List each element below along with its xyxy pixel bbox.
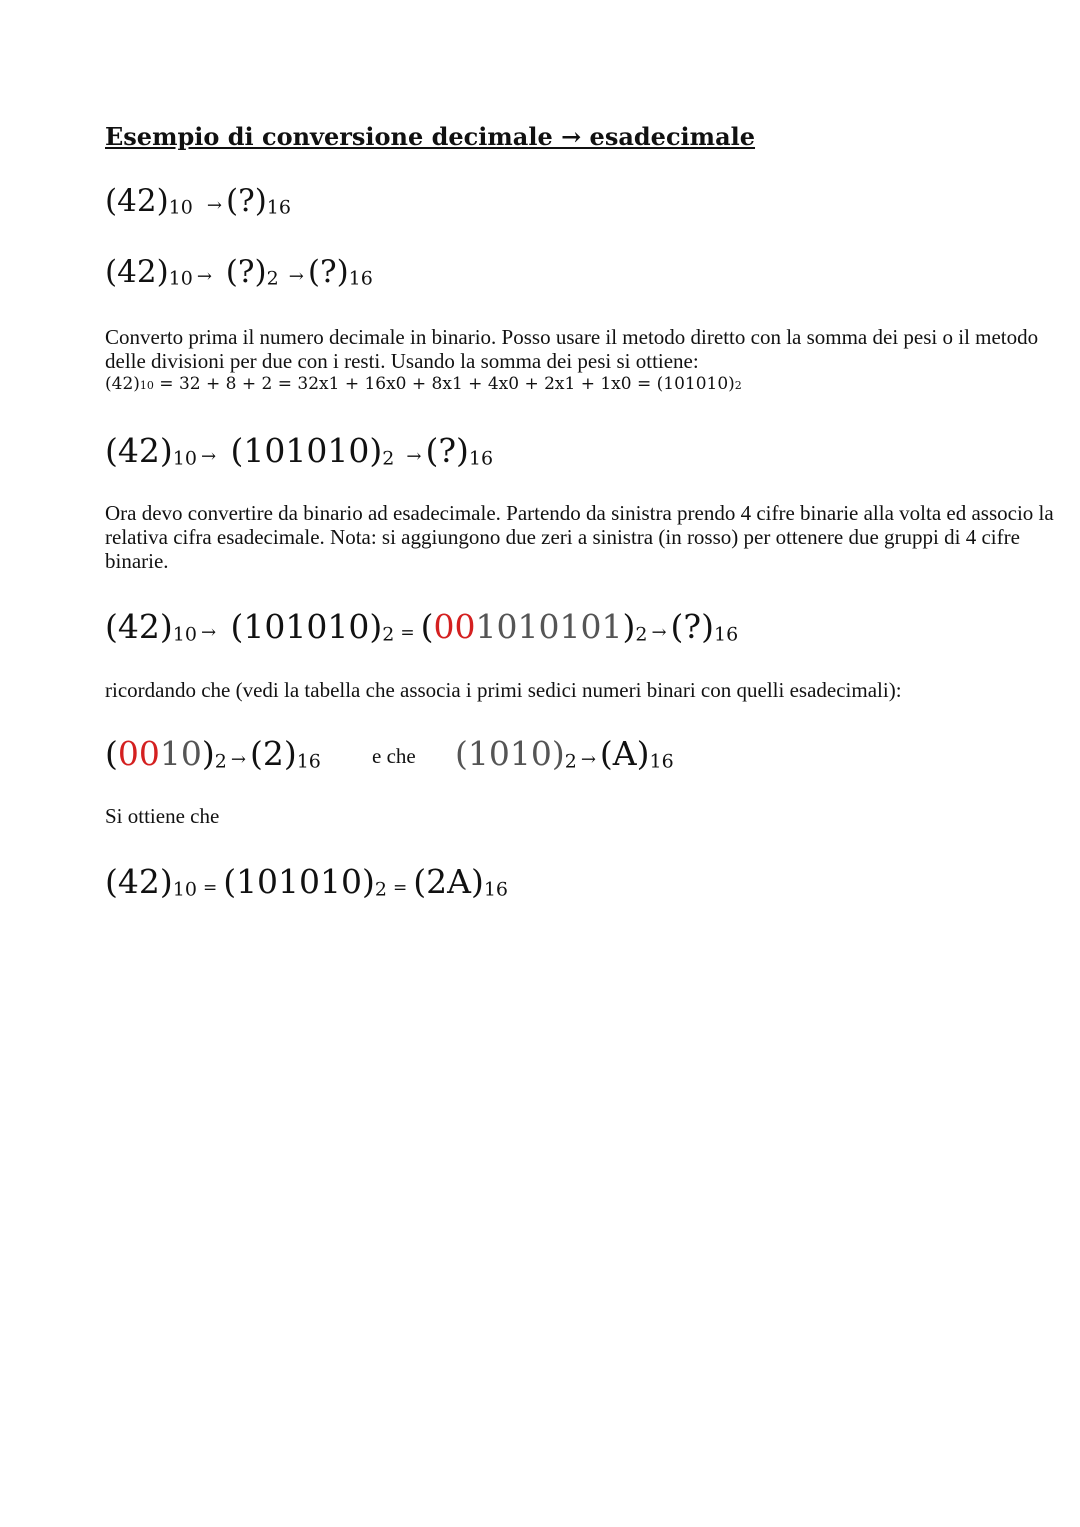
equation-2: (42)10 → (?)2 → (?)16 [105,254,373,290]
arrow: → [580,749,596,770]
formula-base: 2 [734,379,742,392]
paragraph-hex-grouping: Ora devo convertire da binario ad esadecimale. Partendo da sinistra prendo 4 cifre binarie alla volta ed associo la relativa cifra esadecimale. Nota: si aggiungono due zeri a sinistra (in rosso) per ottenere due gruppi di 4 cifre binarie. [105,501,1054,573]
weights-formula [105,374,742,394]
equation-4: (42)10 → (101010)2 = (001010101)2 → (?)16 [105,607,739,646]
base-subscript: 2 [374,878,388,901]
equals-sign: = [393,878,408,898]
base-subscript: 10 [168,196,193,219]
equation-3: (42)10 → (101010)2 → (?)16 [105,431,494,470]
page-title: Esempio di conversione decimale → esadecimale [105,122,756,151]
base-subscript: 16 [348,267,373,290]
base-subscript: 2 [266,267,279,290]
decimal-number: 42 [117,862,160,901]
arrow: → [206,195,222,216]
connector-text: e che [372,744,416,768]
base-subscript: 10 [172,878,197,901]
arrow: → [288,266,304,287]
equals-sign: = [202,878,218,898]
base-subscript: 2 [564,750,577,773]
decimal-number: 42 [117,607,160,646]
arrow: → [196,266,212,287]
unknown-mark: ? [237,254,255,290]
equation-5a: (0010)2 → (2)16 [105,734,321,773]
binary-group: 1010 [467,734,552,773]
base-subscript: 16 [266,196,291,219]
equation-1: (42)10 → (?)16 [105,183,291,219]
equation-5b: (1010)2 → (A)16 [455,734,674,773]
equation-result: (42)10 = (101010)2 = (2A)16 [105,862,509,901]
formula-number: (42) [105,374,140,394]
arrow: → [406,446,422,467]
unknown-mark: ? [683,607,702,646]
hex-digit: 2 [262,734,284,773]
base-subscript: 16 [649,750,674,773]
unknown-mark: ? [438,431,457,470]
base-subscript: 2 [382,447,395,470]
base-subscript: 2 [635,623,648,646]
base-subscript: 2 [382,623,395,646]
formula-body: = 32 + 8 + 2 = 32x1 + 16x0 + 8x1 + 4x0 + 2x1 + 1x0 = (101010) [153,374,735,394]
base-subscript: 10 [172,447,197,470]
decimal-number: 42 [117,254,157,290]
binary-number: 101010 [243,431,370,470]
arrow: → [230,749,246,770]
padding-zeros: 00 [433,607,476,646]
formula-base: 10 [139,379,154,392]
decimal-number: 42 [117,431,160,470]
base-subscript: 16 [296,750,321,773]
base-subscript: 16 [468,447,494,470]
paragraph-binary-intro: Converto prima il numero decimale in binario. Posso usare il metodo diretto con la somma dei pesi o il metodo delle divisioni per due con i resti. Usando la somma dei pesi si ottiene: [105,325,1039,373]
binary-number: 101010 [243,607,370,646]
base-subscript: 16 [713,623,739,646]
base-subscript: 16 [483,878,509,901]
arrow: → [200,446,217,467]
decimal-number: 42 [117,183,157,219]
padding-zeros: 00 [117,734,160,773]
equals-sign: = [400,623,415,643]
base-subscript: 10 [168,267,193,290]
hex-digit: A [612,734,637,773]
hex-number: 2A [426,862,471,901]
arrow: → [200,622,217,643]
paragraph-table-reference: ricordando che (vedi la tabella che associa i primi sedici numeri binari con quelli esadecimali): [105,678,902,702]
binary-number-padded: 1010101 [475,607,623,646]
base-subscript: 2 [214,750,227,773]
arrow: → [651,622,667,643]
unknown-mark: ? [238,183,255,219]
binary-group: 10 [159,734,202,773]
unknown-mark: ? [319,254,337,290]
binary-number: 101010 [236,862,363,901]
base-subscript: 10 [172,623,197,646]
paragraph-result-intro: Si ottiene che [105,804,220,828]
